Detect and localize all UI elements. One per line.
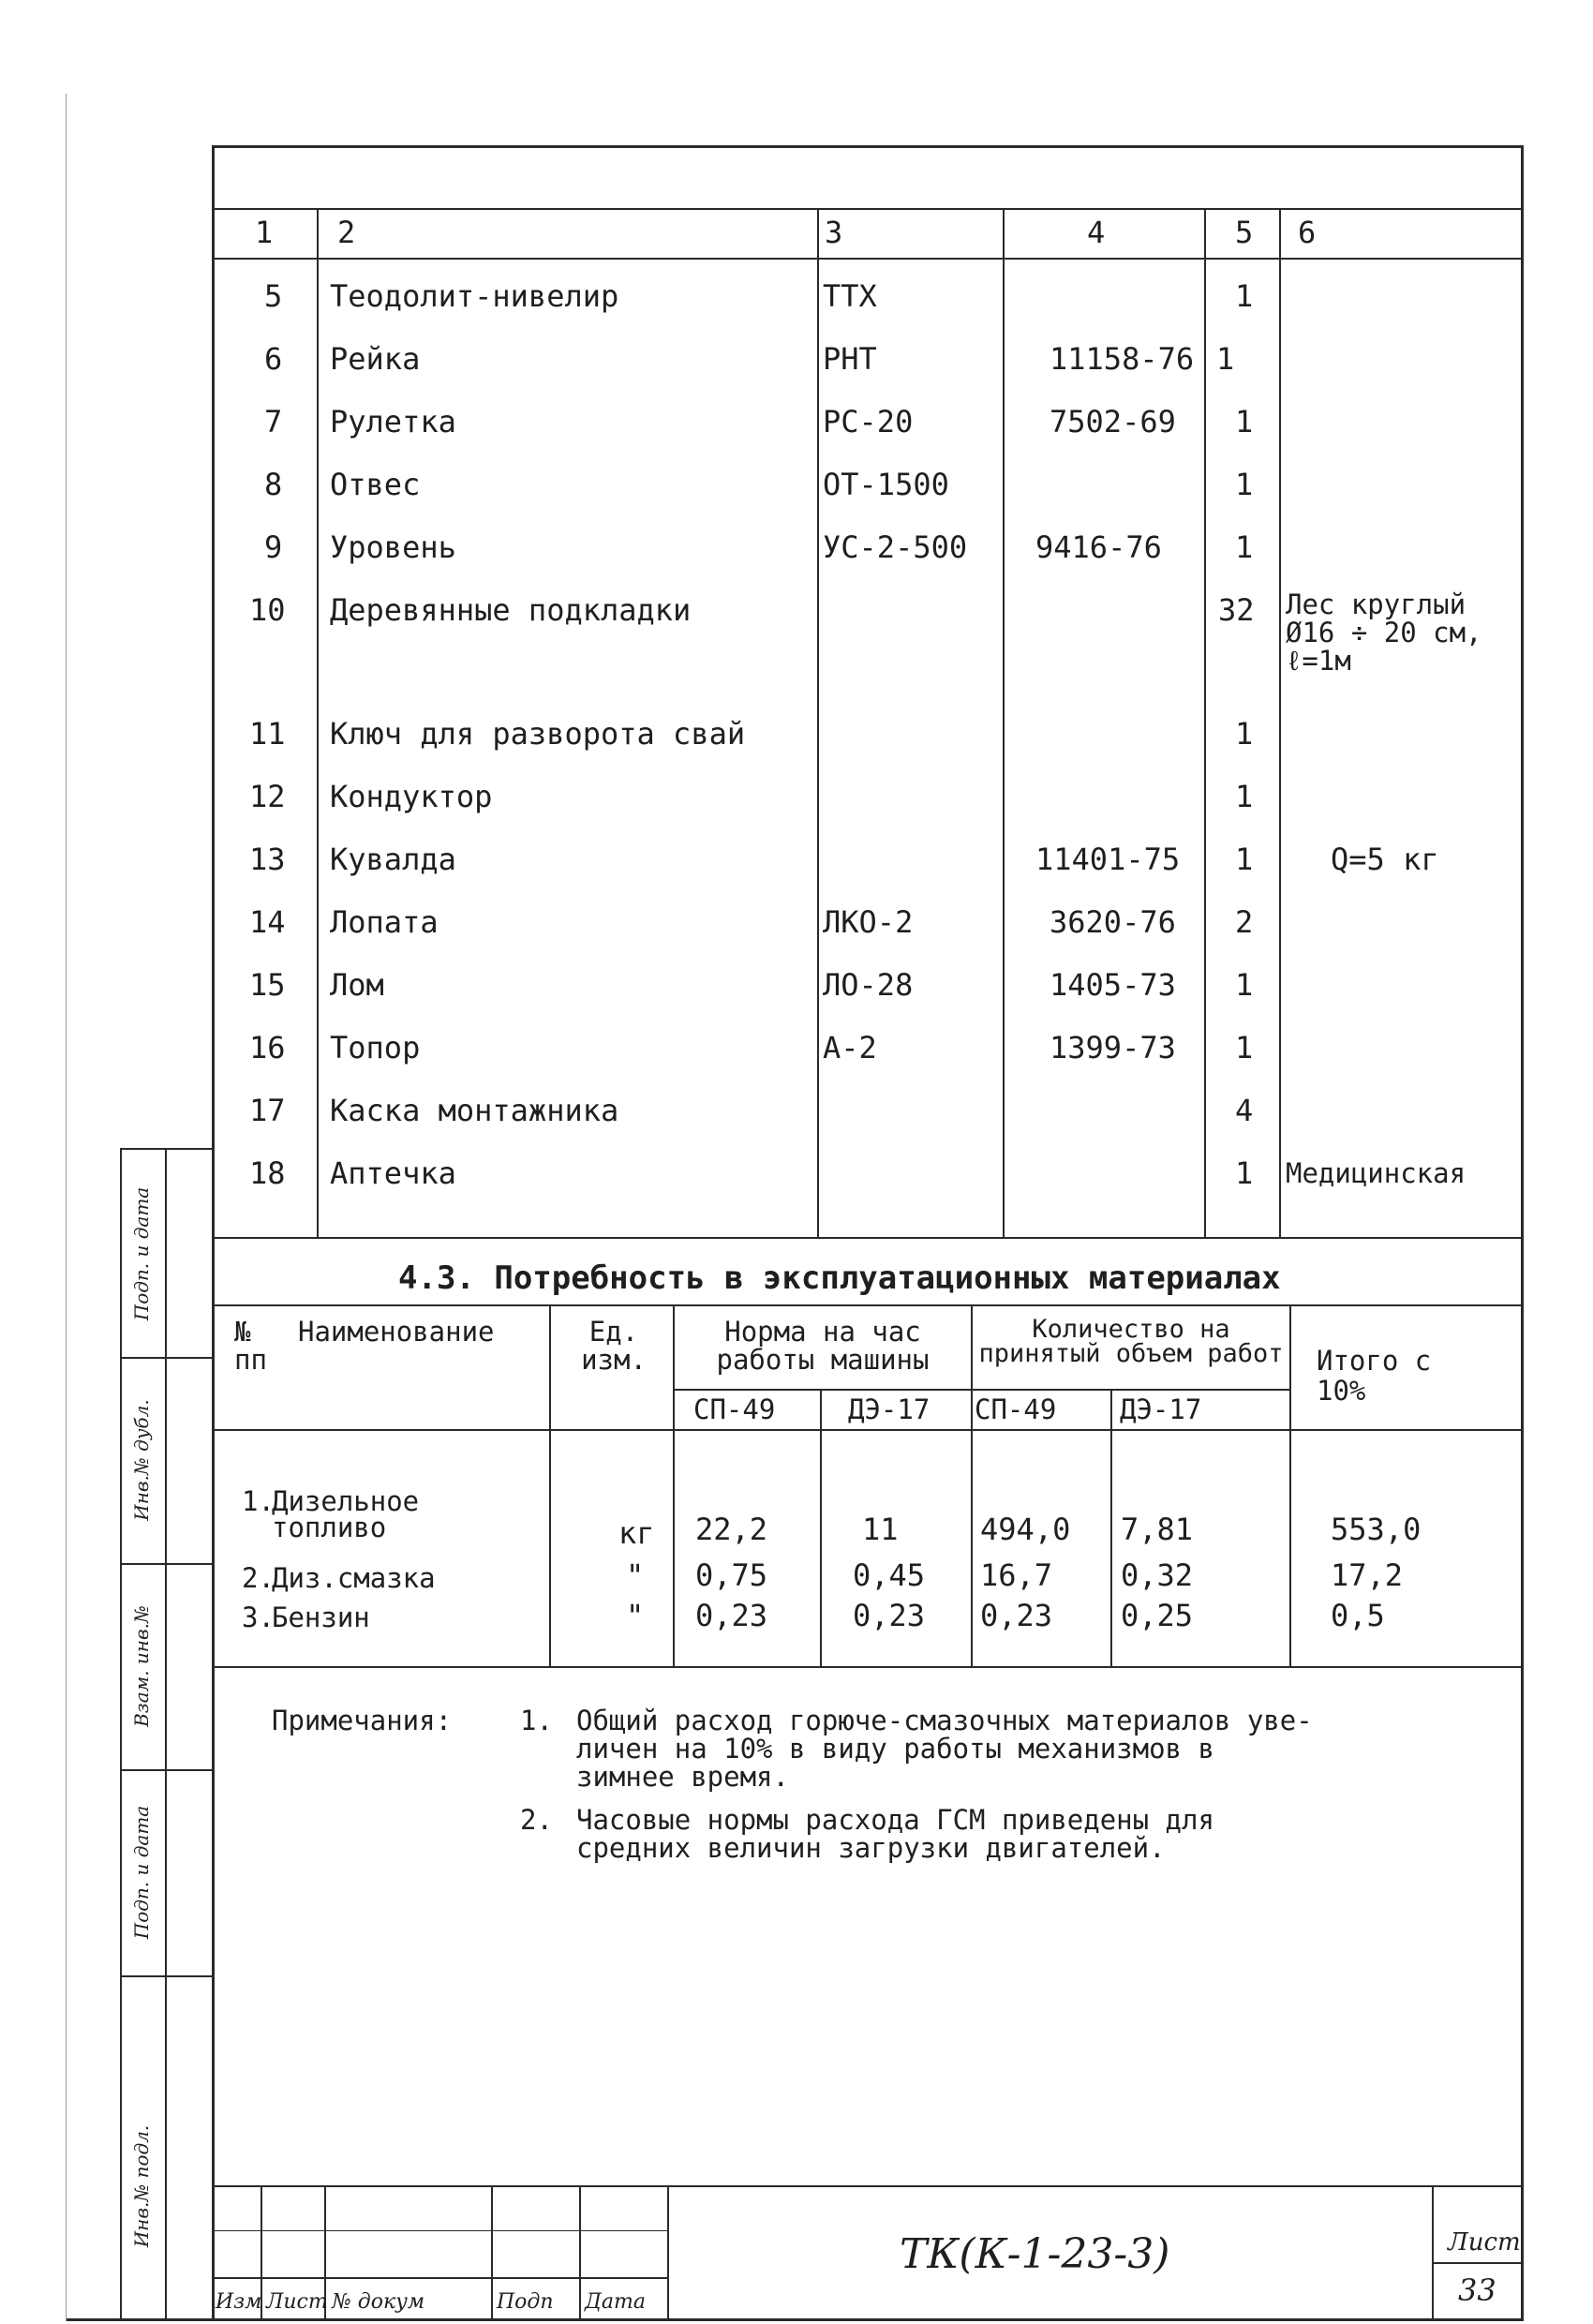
item-name: Кувалда [330,842,456,877]
side-label: Инв.№ подл. [130,2124,153,2248]
mat-row-qty-de17: 0,32 [1121,1557,1194,1593]
header-sub-de17-norm: ДЭ-17 [848,1393,930,1425]
item-gost: 11401-75 [1035,842,1181,877]
header-unit: Ед. изм. [581,1316,647,1376]
header-sub-sp49-norm: СП-49 [693,1393,776,1425]
note-line: личен на 10% в виду работы механизмов в [576,1733,1214,1765]
row-number: 6 [264,341,283,377]
header-sub-sp49-qty: СП-49 [975,1393,1057,1425]
item-name: Теодолит-нивелир [330,278,619,314]
mat-row-total: 0,5 [1331,1598,1385,1633]
item-name: Кондуктор [330,779,493,814]
item-qty: 1 [1235,404,1254,439]
row-number: 18 [249,1155,286,1191]
row-number: 11 [249,716,286,752]
header-norm: Норма на час работы машины [716,1316,930,1376]
item-gost: 11158-76 [1050,341,1195,377]
mat-row-qty-de17: 0,25 [1121,1598,1194,1633]
mat-row-qty-de17: 7,81 [1121,1512,1194,1547]
item-name: Ключ для разворота свай [330,716,746,752]
item-qty: 4 [1235,1093,1254,1128]
item-model: ЛО-28 [823,967,914,1003]
item-gost: 7502-69 [1050,404,1176,439]
item-model: УС-2-500 [823,529,968,565]
mat-row-unit: " [626,1598,645,1633]
col-header-4: 4 [1087,215,1106,250]
edge-line [66,94,67,2321]
col-header-1: 1 [255,215,274,250]
item-qty: 32 [1218,592,1255,628]
item-model: А-2 [823,1030,877,1065]
row-number: 10 [249,592,286,628]
note-line: зимнее время. [576,1761,789,1793]
stamp-col-sign: Подп [497,2290,554,2314]
mat-row-name: Дизельное топливо [272,1485,420,1543]
note-line: средних величин загрузки двигателей. [576,1832,1166,1864]
mat-row-name: Бензин [272,1601,370,1633]
item-model: ОТ-1500 [823,467,949,502]
mat-row-norm-sp49: 0,75 [695,1557,768,1593]
header-total: Итого с 10% [1317,1345,1432,1407]
item-name: Рулетка [330,404,456,439]
item-note: Медицинская [1286,1157,1466,1189]
item-name: Лопата [330,904,439,940]
item-qty: 1 [1235,842,1254,877]
row-number: 16 [249,1030,286,1065]
item-qty: 1 [1235,467,1254,502]
item-model: ТТХ [823,278,877,314]
sheet-number: 33 [1458,2272,1496,2308]
mat-row-unit: " [626,1557,645,1593]
note-line: Общий расход горюче-смазочных материалов уве- [576,1705,1313,1736]
mat-row-number: 1. [242,1485,275,1517]
header-name: Наименование [298,1316,495,1348]
note-number: 1. [520,1705,553,1736]
item-name: Аптечка [330,1155,456,1191]
item-name: Деревянные подкладки [330,592,692,628]
item-gost: 3620-76 [1050,904,1176,940]
item-qty: 1 [1235,716,1254,752]
row-number: 12 [249,779,286,814]
header-sub-de17-qty: ДЭ-17 [1120,1393,1202,1425]
col-header-2: 2 [337,215,356,250]
frame-bottom [66,2318,1524,2321]
mat-row-total: 553,0 [1331,1512,1422,1547]
row-number: 15 [249,967,286,1003]
mat-row-number: 3. [242,1601,275,1633]
item-model: ЛКО-2 [823,904,914,940]
mat-row-norm-de17: 11 [862,1512,899,1547]
document-code: ТК(К-1-23-3) [900,2230,1170,2278]
mat-row-norm-sp49: 22,2 [695,1512,768,1547]
row-number: 9 [264,529,283,565]
item-qty: 1 [1235,1155,1254,1191]
item-name: Топор [330,1030,421,1065]
mat-row-qty-sp49: 0,23 [980,1598,1053,1633]
mat-row-total: 17,2 [1331,1557,1404,1593]
mat-row-number: 2. [242,1562,275,1594]
row-number: 7 [264,404,283,439]
mat-row-norm-sp49: 0,23 [695,1598,768,1633]
frame-right [1521,145,1524,2321]
stamp-col-izm: Изм [216,2290,262,2314]
item-gost: 1405-73 [1050,967,1176,1003]
item-name: Отвес [330,467,421,502]
mat-row-norm-de17: 0,23 [853,1598,926,1633]
item-note: Q=5 кг [1331,842,1439,877]
col-header-3: 3 [825,215,843,250]
frame-top [212,145,1524,148]
stamp-col-date: Дата [585,2290,646,2314]
header-num: № пп [234,1316,267,1376]
item-qty: 2 [1235,904,1254,940]
item-model: РС-20 [823,404,914,439]
frame-left [212,145,215,2321]
item-gost: 9416-76 [1035,529,1162,565]
note-line: Часовые нормы расхода ГСМ приведены для [576,1804,1214,1836]
row-number: 5 [264,278,283,314]
item-note: Лес круглый Ø16 ÷ 20 см, ℓ=1м [1286,588,1482,677]
item-model: РНТ [823,341,877,377]
item-qty: 1 [1216,341,1235,377]
mat-row-norm-de17: 0,45 [853,1557,926,1593]
item-qty: 1 [1235,967,1254,1003]
item-gost: 1399-73 [1050,1030,1176,1065]
side-label: Подп. и дата [130,1805,153,1940]
row-number: 14 [249,904,286,940]
item-name: Уровень [330,529,456,565]
section-title: 4.3. Потребность в эксплуатационных материалах [398,1259,1281,1297]
row-number: 8 [264,467,283,502]
side-label: Инв.№ дубл. [130,1399,153,1521]
side-label: Подп. и дата [130,1186,153,1321]
side-label: Взам. инв.№ [130,1605,153,1727]
row-number: 13 [249,842,286,877]
stamp-col-list: Лист [266,2290,328,2314]
item-qty: 1 [1235,529,1254,565]
mat-row-name: Диз.смазка [272,1562,436,1594]
item-name: Рейка [330,341,421,377]
item-qty: 1 [1235,1030,1254,1065]
stamp-col-doc: № докум [332,2290,425,2314]
header-qty: Количество на принятый объем работ [978,1315,1284,1368]
item-qty: 1 [1235,779,1254,814]
col-header-6: 6 [1298,215,1317,250]
mat-row-qty-sp49: 16,7 [980,1557,1053,1593]
col-header-5: 5 [1235,215,1254,250]
row-number: 17 [249,1093,286,1128]
item-name: Каска монтажника [330,1093,619,1128]
item-qty: 1 [1235,278,1254,314]
item-name: Лом [330,967,384,1003]
note-number: 2. [520,1804,553,1836]
mat-row-unit: кг [618,1515,655,1551]
mat-row-qty-sp49: 494,0 [980,1512,1071,1547]
sheet-label: Лист [1448,2228,1521,2257]
notes-label: Примечания: [272,1705,453,1736]
